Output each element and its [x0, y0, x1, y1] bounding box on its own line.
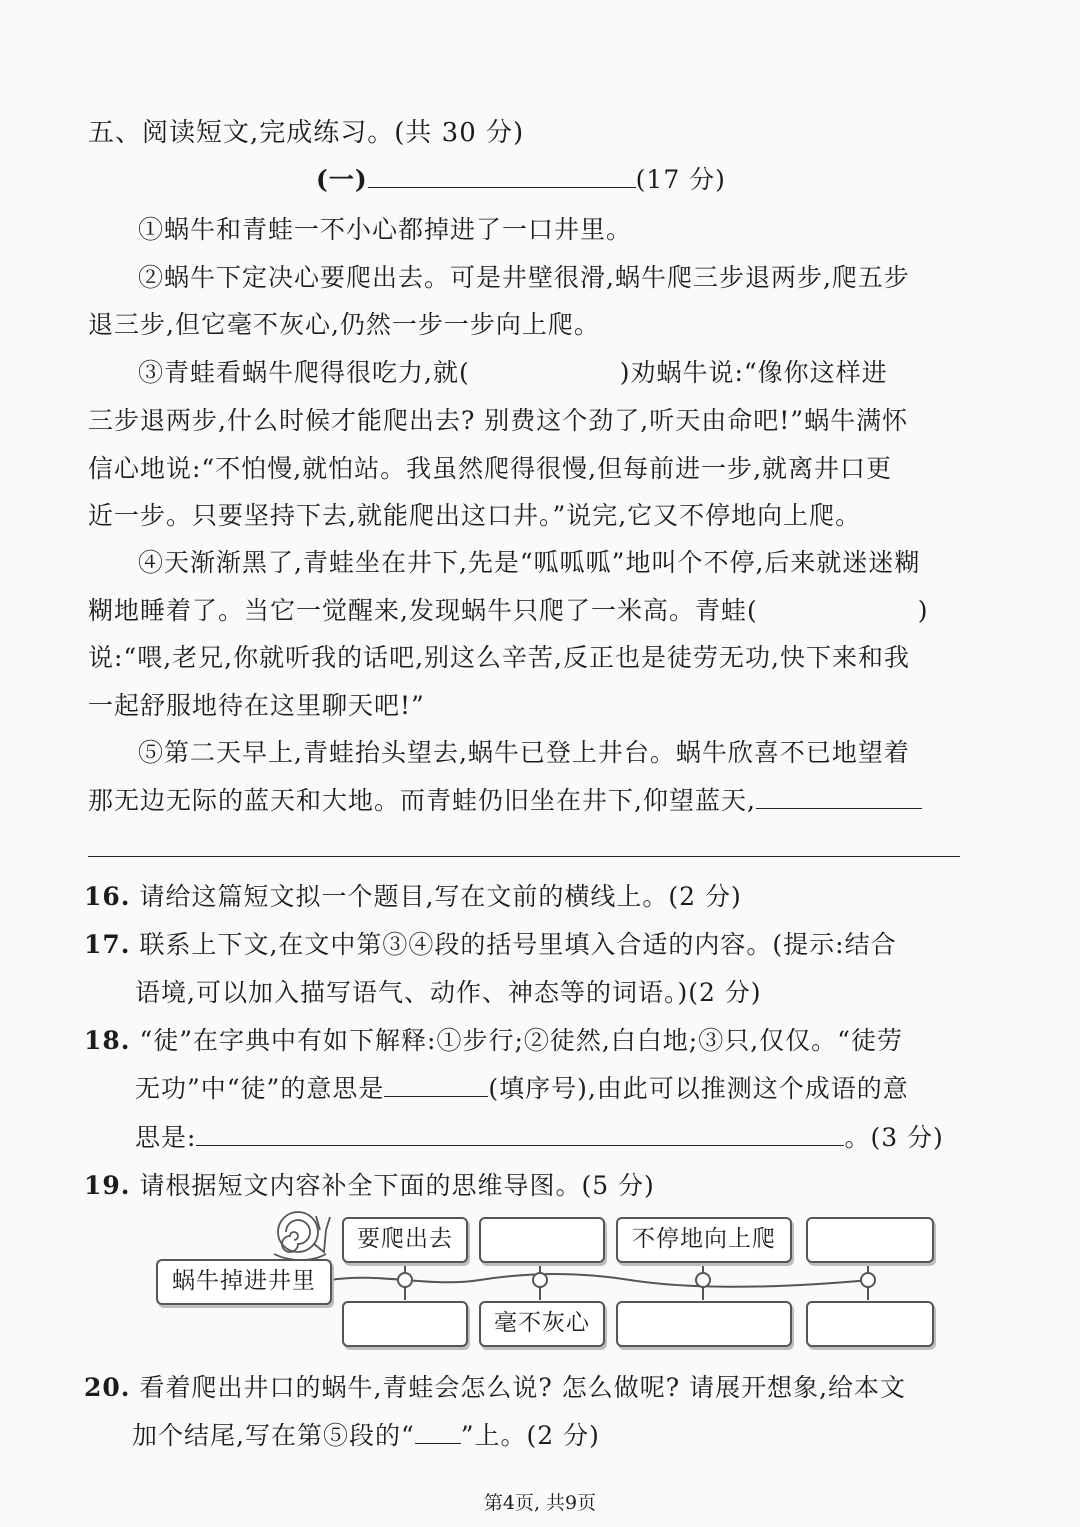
q20-text-2a: 加个结尾,写在第⑤段的“ [132, 1421, 415, 1450]
q20-text-1: 看着爬出井口的蜗牛,青蛙会怎么说? 怎么做呢? 请展开想象,给本文 [139, 1373, 907, 1402]
p3-text-b: )劝蜗牛说:“像你这样进 [619, 358, 888, 387]
p3-text-a: ③青蛙看蜗牛爬得很吃力,就( [138, 358, 470, 387]
p5-text: 那无边无际的蓝天和大地。而青蛙仍旧坐在井下,仰望蓝天, [88, 786, 756, 815]
mindmap-top-1: 要爬出去 [342, 1217, 468, 1263]
part-label: (一) [316, 165, 368, 194]
passage-p4-line1: ④天渐渐黑了,青蛙坐在井下,先是“呱呱呱”地叫个不停,后来就迷迷糊 [138, 548, 921, 577]
q17-text-1: 联系上下文,在文中第③④段的括号里填入合适的内容。(提示:结合 [139, 930, 897, 959]
passage-p3-line2: 三步退两步,什么时候才能爬出去? 别费这个劲了,听天由命吧!”蜗牛满怀 [88, 406, 909, 435]
q18-text-1: “徒”在字典中有如下解释:①步行;②徒然,白白地;③只,仅仅。“徒劳 [139, 1026, 903, 1055]
q18-text-3b: 。(3 分) [844, 1123, 944, 1152]
question-17-line2: 语境,可以加入描写语气、动作、神态等的词语。)(2 分) [135, 978, 762, 1007]
q17-number: 17. [84, 930, 131, 959]
q16-text: 请给这篇短文拟一个题目,写在文前的横线上。(2 分) [139, 882, 742, 911]
q18-text-3a: 思是: [135, 1123, 197, 1152]
mindmap-bottom-3-blank[interactable] [616, 1301, 792, 1347]
passage-p3-line3: 信心地说:“不怕慢,就怕站。我虽然爬得很慢,但每前进一步,就离井口更 [88, 454, 893, 483]
mindmap-top-4-blank[interactable] [806, 1217, 934, 1263]
q19-number: 19. [84, 1171, 131, 1200]
q18-text-2a: 无功”中“徒”的意思是 [135, 1074, 385, 1103]
q20-number: 20. [84, 1373, 131, 1402]
passage-p4-line4: 一起舒服地待在这里聊天吧!” [88, 691, 425, 720]
p4-text-a: 糊地睡着了。当它一觉醒来,发现蜗牛只爬了一米高。青蛙( [88, 596, 758, 625]
passage-p2-line1: ②蜗牛下定决心要爬出去。可是井壁很滑,蜗牛爬三步退两步,爬五步 [138, 263, 910, 292]
mindmap-bottom-2: 毫不灰心 [479, 1301, 605, 1347]
passage-p5-line1: ⑤第二天早上,青蛙抬头望去,蜗牛已登上井台。蜗牛欣喜不已地望着 [138, 738, 910, 767]
passage-p1: ①蜗牛和青蛙一不小心都掉进了一口井里。 [138, 215, 633, 244]
question-20-line2 [132, 1416, 600, 1452]
mindmap-bottom-1-blank[interactable] [342, 1301, 468, 1347]
mindmap-top-3: 不停地向上爬 [616, 1217, 792, 1263]
part-score: (17 分) [635, 165, 726, 194]
section-heading: 五、阅读短文,完成练习。(共 30 分) [88, 118, 525, 148]
passage-p2-line2: 退三步,但它毫不灰心,仍然一步一步向上爬。 [88, 310, 600, 339]
page-footer: 第4页, 共9页 [483, 1492, 597, 1514]
q16-number: 16. [84, 882, 131, 911]
question-20-line1 [84, 1368, 906, 1404]
q20-text-2b: ”上。(2 分) [460, 1421, 600, 1450]
passage-p4-line3: 说:“喂,老兄,你就听我的话吧,别这么辛苦,反正也是徒劳无功,快下来和我 [88, 643, 910, 672]
q18-text-2b: (填序号),由此可以推测这个成语的意 [488, 1074, 909, 1103]
passage-p3-line4: 近一步。只要坚持下去,就能爬出这口井。”说完,它又不停地向上爬。 [88, 501, 862, 530]
p4-text-b: ) [917, 596, 929, 625]
q20-blank [415, 1443, 461, 1444]
snail-icon [274, 1212, 330, 1260]
mindmap-top-2-blank[interactable] [479, 1217, 605, 1263]
q18-number: 18. [84, 1026, 131, 1055]
mindmap-bottom-4-blank[interactable] [806, 1301, 934, 1347]
q19-text: 请根据短文内容补全下面的思维导图。(5 分) [139, 1171, 655, 1200]
mindmap-root: 蜗牛掉进井里 [156, 1259, 332, 1305]
